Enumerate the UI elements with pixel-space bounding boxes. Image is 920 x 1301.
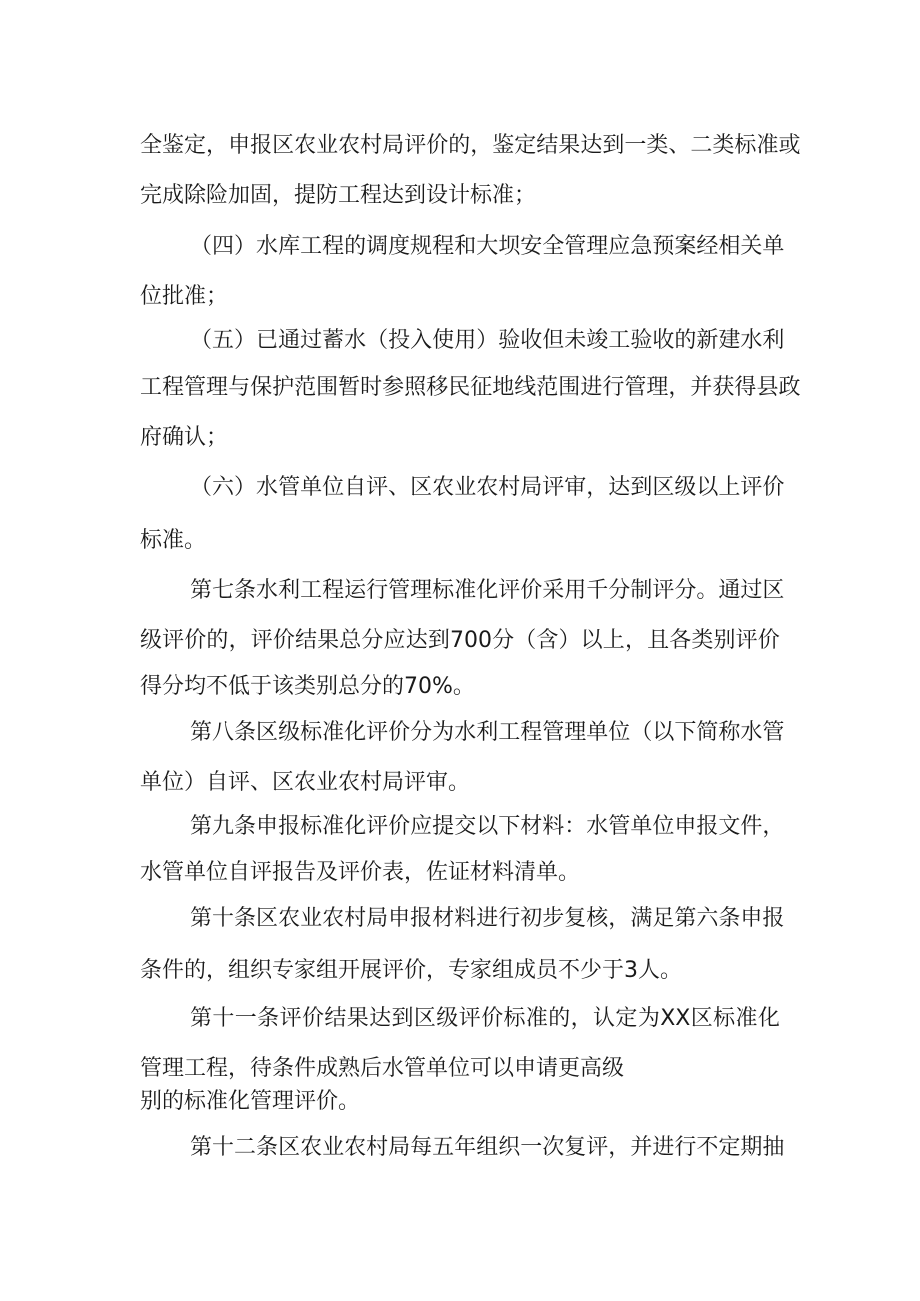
paragraph-line: 位批准； [140,284,229,309]
paragraph-line: 第 八 条 区 级 标 准 化 评 价 分 为 水 利 工 程 管 理 单 位 （ 以 下 简 称 水 管 [190,720,785,745]
paragraph-line: 府确认； [140,425,229,450]
paragraph-line: 得分均不低于该类别总分的70%。 [140,674,475,699]
paragraph-line: （ 六 ） 水 管 单 位 自 评 、 区 农 业 农 村 局 评 审 ， 达 到 区 级 以 上 评 价 [190,475,785,500]
paragraph-line: 别的标准化管理评价。 [140,1089,361,1114]
paragraph-line: 标准。 [140,528,207,553]
paragraph-line: 条件的，组织专家组开展评价，专家组成员不少于3人。 [140,958,682,983]
paragraph-line: 第 十 一 条 评 价 结 果 达 到 区 级 评 价 标 准 的 ， 认 定 为 XX 区 标 准 化 [190,1006,780,1031]
paragraph-line: 第 十 条 区 农 业 农 村 局 申 报 材 料 进 行 初 步 复 核 ， 满 足 第 六 条 申 报 [190,906,785,931]
paragraph-line: 第 九 条 申 报 标 准 化 评 价 应 提 交 以 下 材 料 ： 水 管 单 位 申 报 文 件 ， [190,814,785,839]
paragraph-line: （ 四 ） 水 库 工 程 的 调 度 规 程 和 大 坝 安 全 管 理 应 急 预 案 经 相 关 单 [190,234,785,259]
paragraph-line: 单位）自评、区农业农村局评审。 [140,770,471,795]
paragraph-line: 级 评 价 的 ， 评 价 结 果 总 分 应 达 到 700 分 （ 含 ） 以 上 ， 且 各 类 别 评 价 [140,628,780,653]
paragraph-line: 工 程 管 理 与 保 护 范 围 暂 时 参 照 移 民 征 地 线 范 围 进 行 管 理 ， 并 获 得 县 政 [140,375,801,400]
paragraph-line: 全 鉴 定 ， 申 报 区 农 业 农 村 局 评 价 的 ， 鉴 定 结 果 达 到 一 类 、 二 类 标 准 或 [140,133,801,158]
paragraph-line: 水管单位自评报告及评价表，佐证材料清单。 [140,860,581,885]
paragraph-line: 管理工程，待条件成熟后水管单位可以申请更高级 [140,1056,625,1081]
paragraph-line: 完成除险加固，提防工程达到设计标准； [140,183,537,208]
paragraph-line: 第 七 条 水 利 工 程 运 行 管 理 标 准 化 评 价 采 用 千 分 制 评 分 。 通 过 区 [190,578,785,603]
paragraph-line: 第 十 二 条 区 农 业 农 村 局 每 五 年 组 织 一 次 复 评 ， 并 进 行 不 定 期 抽 [190,1135,785,1160]
paragraph-line: （ 五 ） 已 通 过 蓄 水 （ 投 入 使 用 ） 验 收 但 未 竣 工 验 收 的 新 建 水 利 [190,328,785,353]
